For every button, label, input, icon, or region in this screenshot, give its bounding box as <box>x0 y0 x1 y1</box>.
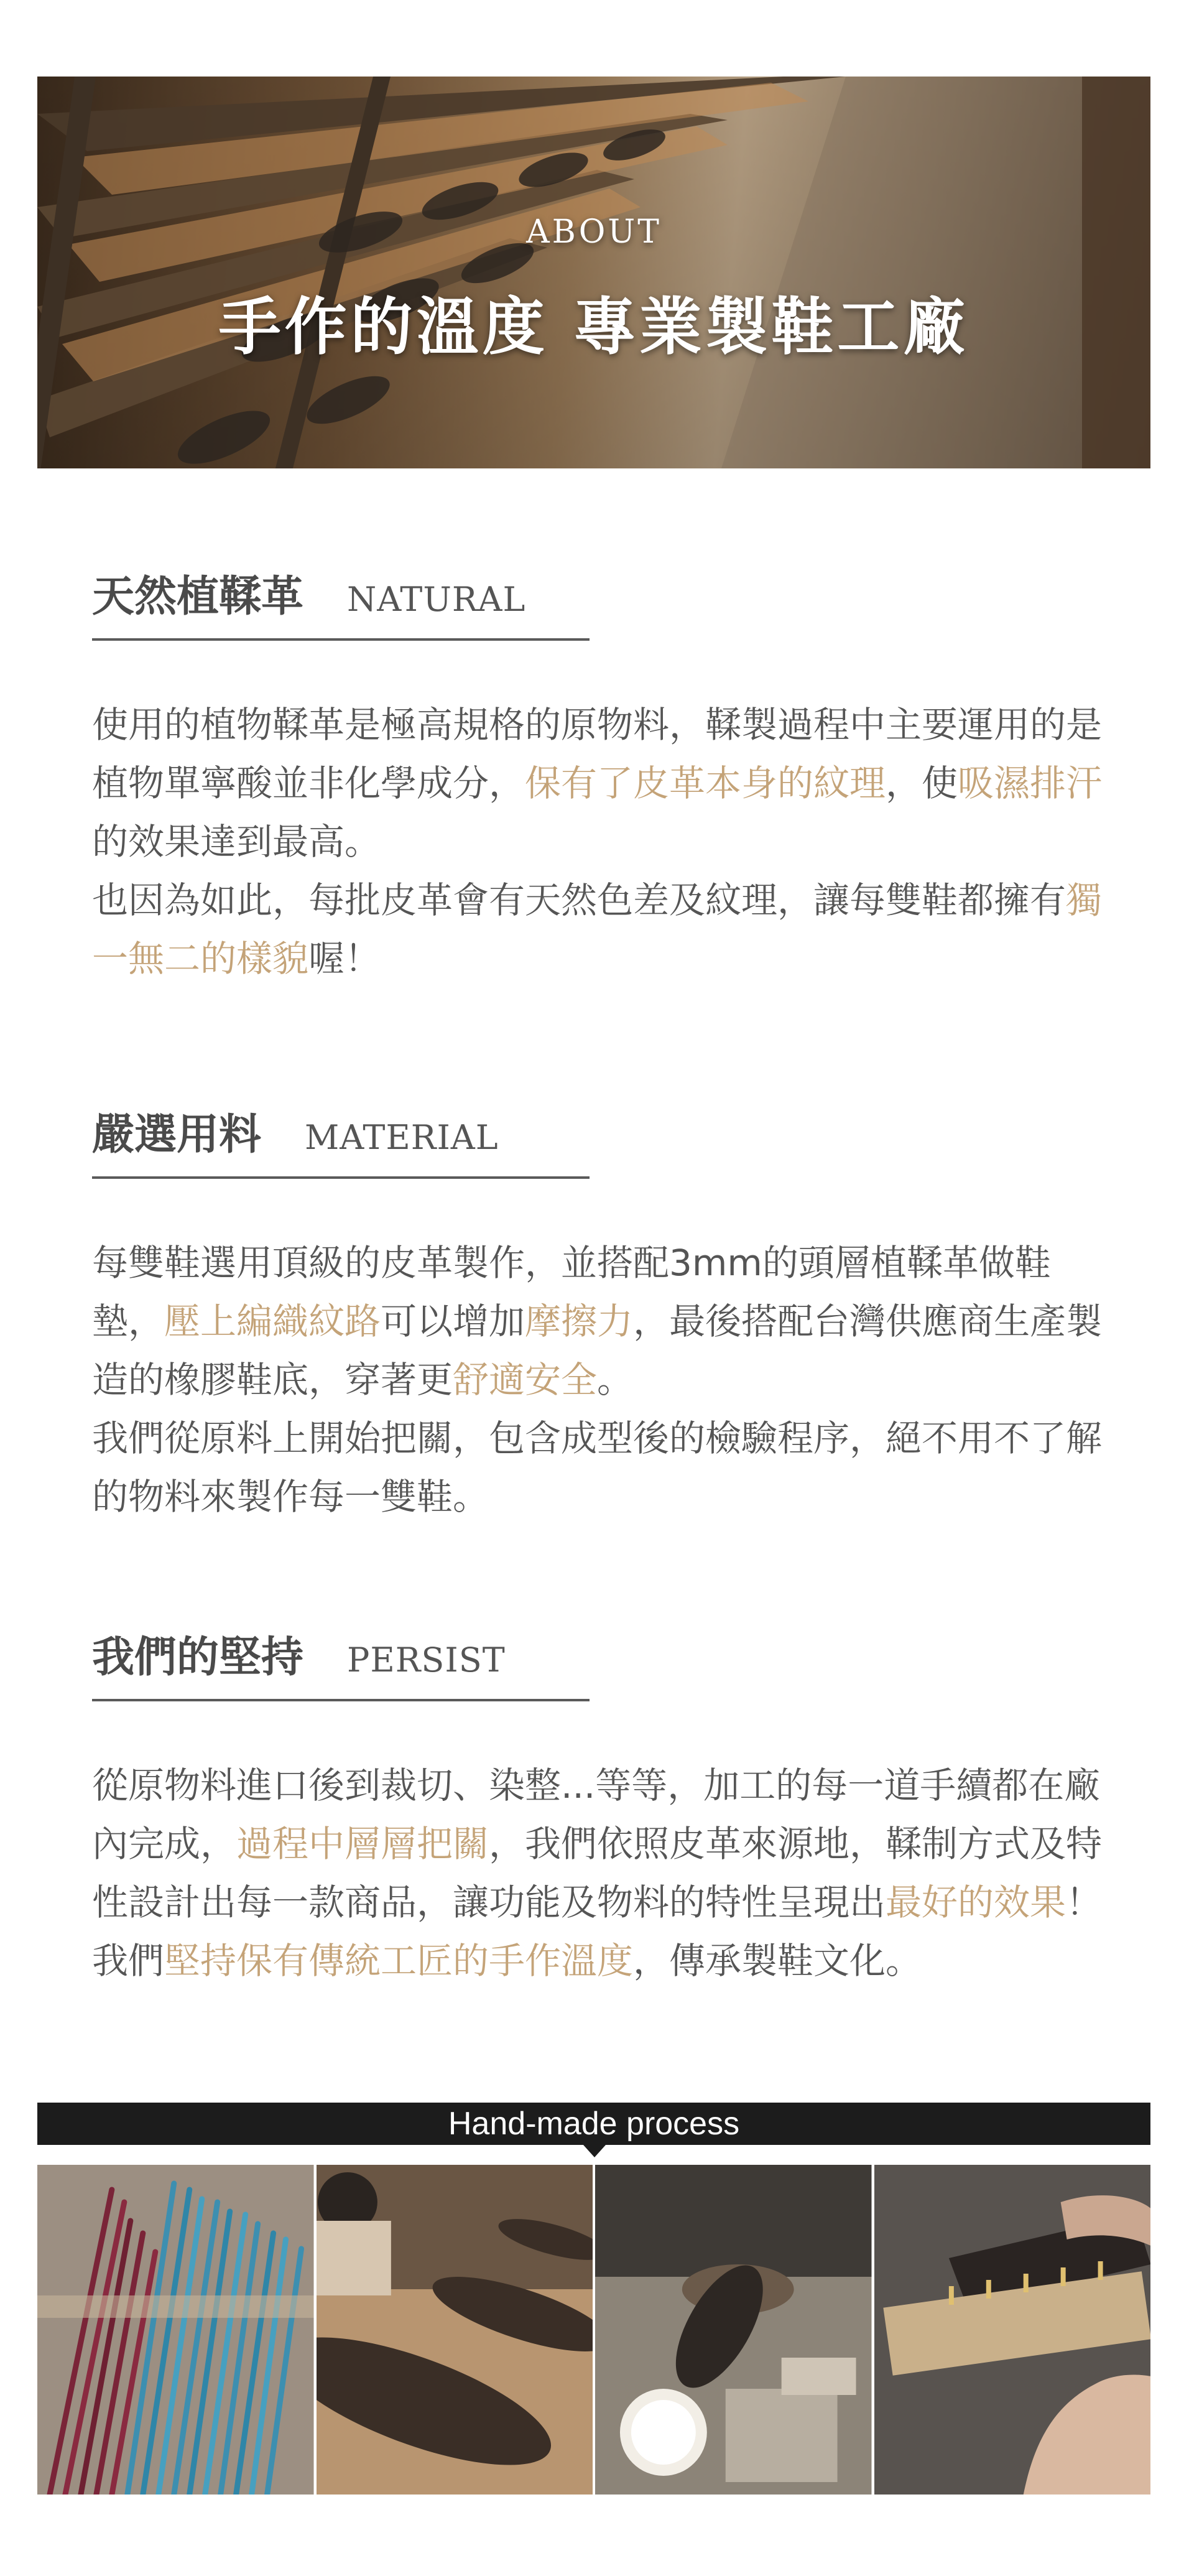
section-heading <box>92 1101 590 1179</box>
section-title-zh: 天然植鞣革 <box>92 572 304 621</box>
process-arrow-icon <box>583 2145 606 2157</box>
text-run: ，使 <box>886 762 958 804</box>
text-run: 。 <box>597 1359 634 1401</box>
section-material <box>92 1101 1112 1526</box>
paragraph <box>92 1932 1112 1990</box>
highlight-text: 過程中層層把關 <box>236 1823 489 1865</box>
section-title-en: PERSIST <box>347 1640 506 1680</box>
section-heading <box>92 563 590 641</box>
highlight-text: 摩擦力 <box>525 1300 634 1342</box>
text-run: 可以增加 <box>381 1300 525 1342</box>
cutting-image <box>317 2165 593 2495</box>
section-title-zh: 我們的堅持 <box>92 1632 304 1682</box>
text-run: 喔！ <box>308 937 381 980</box>
section-body <box>92 1234 1112 1526</box>
paragraph <box>92 1409 1112 1526</box>
section-title-zh: 嚴選用料 <box>92 1110 262 1160</box>
section-natural <box>92 563 1112 988</box>
highlight-text: 舒適安全 <box>453 1359 598 1401</box>
hero-shoe-rack-image <box>37 77 1150 468</box>
process-photo-row <box>37 2165 1150 2495</box>
hero-title: 手作的溫度 專業製鞋工廠 <box>218 290 969 363</box>
hero-subtitle: ABOUT <box>526 213 662 251</box>
highlight-text: 最好的效果 <box>886 1881 1066 1923</box>
highlight-text: 堅持保有傳統工匠的手作溫度 <box>164 1940 634 1982</box>
text-run: ，傳承製鞋文化。 <box>633 1940 922 1982</box>
text-run: 我們從原料上開始把關，包含成型後的檢驗程序，絕不用不了解的物料來製作每一雙鞋。 <box>92 1417 1103 1518</box>
highlight-text: 壓上編織紋路 <box>164 1300 381 1342</box>
process-label-bar: Hand-made process <box>37 2103 1150 2145</box>
highlight-text: 吸濕排汗 <box>958 762 1103 804</box>
text-run: ，最後搭配台灣供應商生產製造的橡膠鞋底，穿著更 <box>92 1300 1103 1401</box>
text-run: ，我們依照皮革來源地，鞣制方式及特性設計出每一款商品，讓功能及物料的特性呈現出 <box>92 1823 1103 1923</box>
leather-strips-image <box>37 2165 314 2495</box>
hero-banner <box>37 77 1150 468</box>
text-run: 每雙鞋選用頂級的皮革製作，並搭配3mm的頭層植鞣革做鞋墊， <box>92 1242 1051 1342</box>
process-photo-gluing <box>595 2165 872 2495</box>
shaping-image <box>874 2165 1151 2495</box>
section-persist <box>92 1624 1112 1990</box>
section-body <box>92 695 1112 988</box>
section-heading <box>92 1624 590 1701</box>
process-photo-leather-strips <box>37 2165 314 2495</box>
text-run: 從原物料進口後到裁切、染整...等等，加工的每一道手續都在廠內完成， <box>92 1764 1101 1865</box>
text-run: ！ <box>1066 1881 1103 1923</box>
process-photo-cutting <box>317 2165 593 2495</box>
text-run: 的效果達到最高。 <box>92 821 381 863</box>
section-title-en: NATURAL <box>347 580 526 619</box>
gluing-image <box>595 2165 872 2495</box>
text-run: 也因為如此，每批皮革會有天然色差及紋理，讓每雙鞋都擁有 <box>92 879 1066 921</box>
section-title-en: MATERIAL <box>305 1118 499 1157</box>
section-body <box>92 1756 1112 1990</box>
paragraph <box>92 1756 1112 1932</box>
text-run: 我們 <box>92 1940 165 1982</box>
paragraph <box>92 1234 1112 1409</box>
paragraph <box>92 695 1112 871</box>
highlight-text: 獨一無二的樣貌 <box>92 879 1103 980</box>
process-photo-shaping <box>874 2165 1151 2495</box>
paragraph <box>92 871 1112 988</box>
text-run: 使用的植物鞣革是極高規格的原物料，鞣製過程中主要運用的是植物單寧酸並非化學成分， <box>92 704 1103 804</box>
highlight-text: 保有了皮革本身的紋理 <box>525 762 886 804</box>
